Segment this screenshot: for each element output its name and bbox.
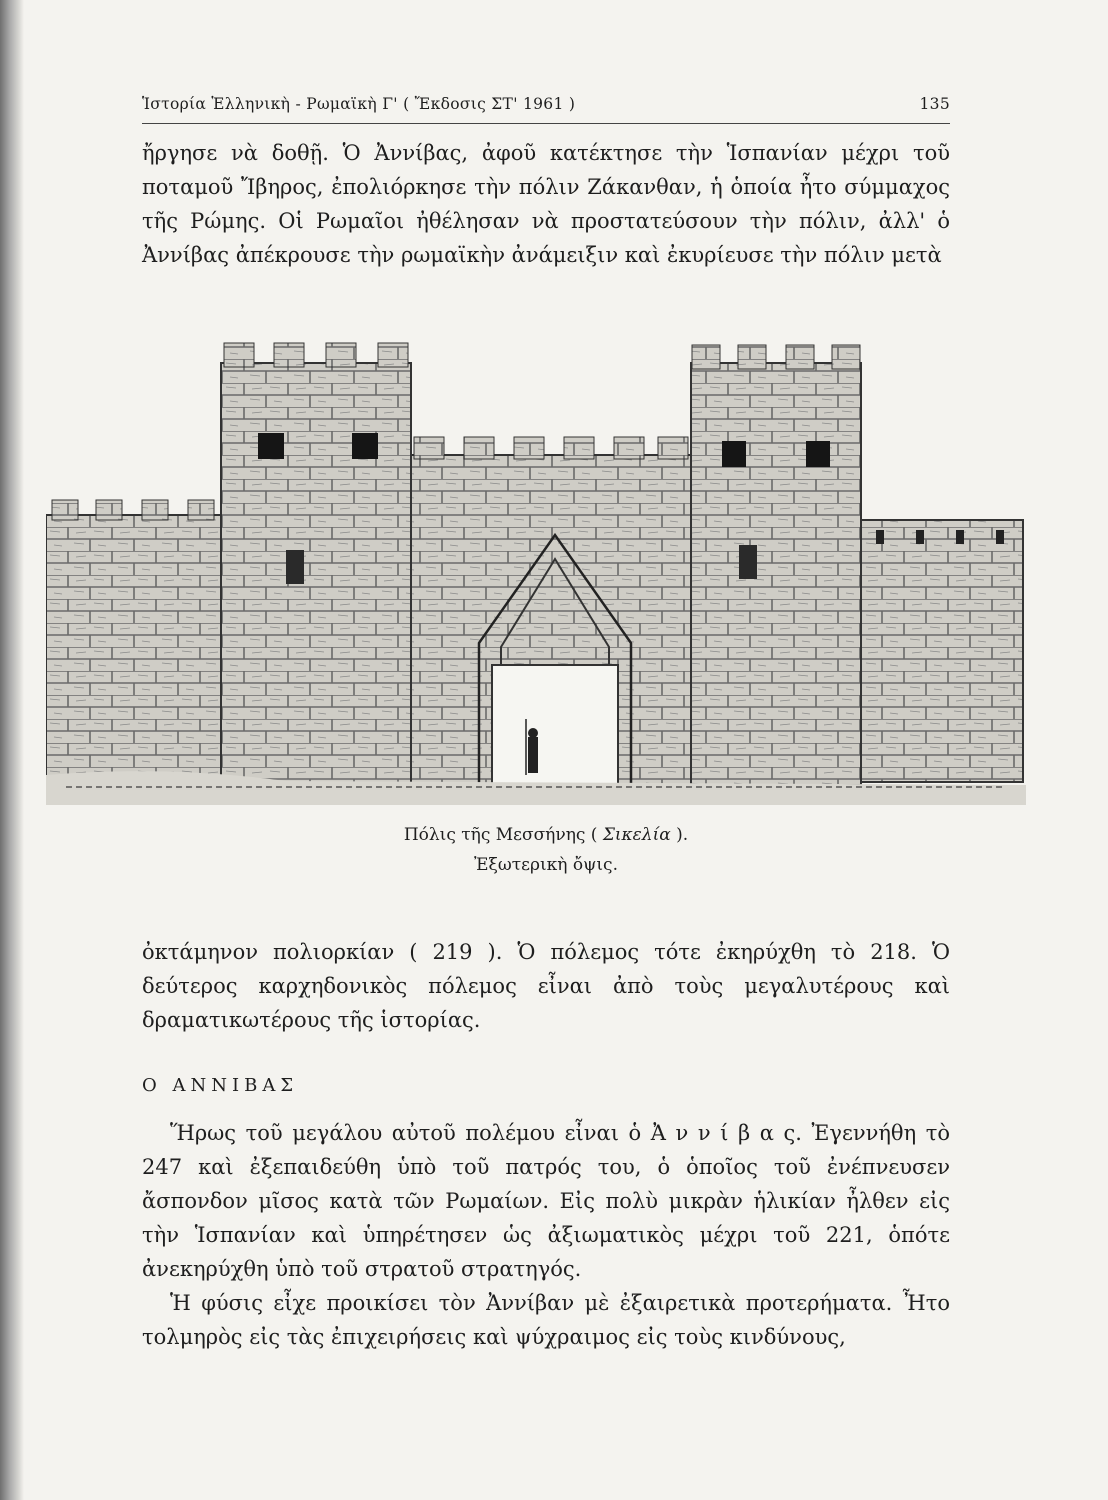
caption-line-1 (142, 820, 950, 850)
page-body (142, 95, 950, 272)
left-tower (221, 343, 411, 785)
page-number: 135 (919, 95, 950, 113)
left-wall (46, 500, 226, 780)
continuation-paragraph: ὀκτάμηνον πολιορκίαν ( 219 ). Ὁ πόλεμος τότε ἐκηρύχθη τὸ 218. Ὁ δεύτερος καρχηδονικὸς πόλεμος εἶναι ἀπὸ τοὺς μεγαλυτέρους καὶ δραματικωτέρους τῆς ἱστορίας. (142, 940, 950, 1032)
caption-italic: Σικελία (602, 825, 671, 845)
fortress-drawing (46, 335, 1026, 805)
section-paragraph-1: Ἥρως τοῦ μεγάλου αὐτοῦ πολέμου εἶναι ὁ Ἀ ν ν ί β α ς. Ἐγεννήθη τὸ 247 καὶ ἐξεπαιδεύθη ὑπὸ τοῦ πατρός του, ὁ ὁποῖος τοῦ ἐνέπνευσεν ἄσπονδον μῖσος κατὰ τῶν Ρωμαίων. Εἰς πολὺ μικρὰν ἡλικίαν ἦλθεν εἰς τὴν Ἱσπανίαν καὶ ὑπηρέτησεν ὡς ἀξιωματικὸς μέχρι τοῦ 221, ὁπότε ἀνεκηρύχθη ὑπὸ τοῦ στρατοῦ στρατηγός. (142, 1121, 950, 1281)
right-tower (691, 345, 861, 785)
running-head-title: Ἱστορία Ἑλληνικὴ - Ρωμαϊκὴ Γ' ( Ἔκδοσις ΣΤ' 1961 ) (142, 95, 576, 113)
lower-text-block (142, 935, 950, 1354)
running-head (142, 95, 950, 124)
book-binding-shadow (0, 0, 24, 1500)
section-paragraph-2: Ἡ φύσις εἶχε προικίσει τὸν Ἀννίβαν μὲ ἐξαιρετικὰ προτερήματα. Ἦτο τολμηρὸς εἰς τὰς ἐπιχειρήσεις καὶ ψύχραιμος εἰς τοὺς κινδύνους, (142, 1291, 950, 1349)
top-paragraph: ἤργησε νὰ δοθῇ. Ὁ Ἀννίβας, ἀφοῦ κατέκτησε τὴν Ἱσπανίαν μέχρι τοῦ ποταμοῦ Ἴβηρος, ἐπολιόρκησε τὴν πόλιν Ζάκανθαν, ἡ ὁποία ἦτο σύμμαχος τῆς Ρώμης. Οἱ Ρωμαῖοι ἠθέλησαν νὰ προστατεύσουν τὴν πόλιν, ἀλλ' ὁ Ἀννίβας ἀπέκρουσε τὴν ρωμαϊκὴν ἀνάμειξιν καὶ ἐκυρίευσε τὴν πόλιν μετὰ (142, 141, 950, 267)
caption-line-2: Ἐξωτερικὴ ὄψις. (474, 855, 618, 875)
fortress-illustration (46, 335, 1026, 805)
section-title: Ο ΑΝΝΙΒΑΣ (142, 1075, 299, 1096)
right-wall (858, 520, 1023, 782)
caption-prefix: Πόλις τῆς Μεσσήνης ( (403, 825, 598, 845)
caption-suffix: ). (676, 825, 689, 845)
figure-caption (142, 820, 950, 880)
